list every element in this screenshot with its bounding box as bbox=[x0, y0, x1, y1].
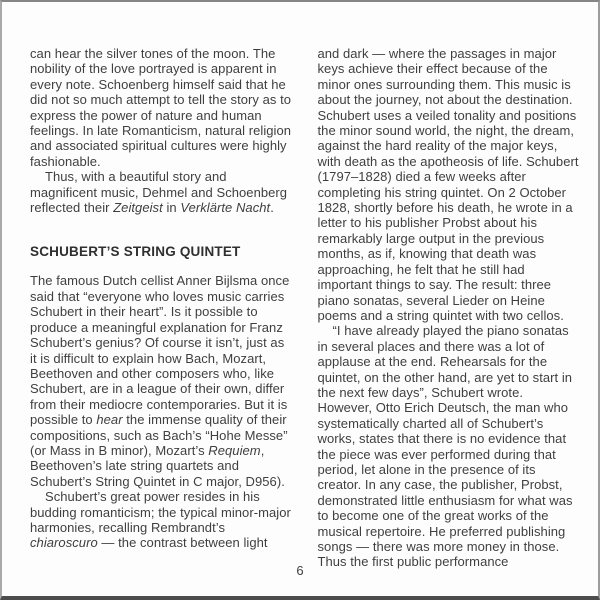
paragraph bbox=[318, 323, 581, 570]
text-run: , Beethoven’s late string quartets and Schubert’s String Quintet in C major, D956). bbox=[30, 442, 285, 489]
text-run: Schubert’s great power resides in his budding romanticism; the typical minor-major harmonies, recalling Rembrandt’s bbox=[30, 489, 291, 535]
paragraph bbox=[318, 46, 581, 323]
column-left bbox=[30, 46, 293, 570]
section-heading: SCHUBERT’S STRING QUINTET bbox=[30, 244, 241, 260]
paragraph bbox=[30, 46, 293, 169]
paragraph bbox=[30, 489, 293, 551]
paragraph bbox=[30, 169, 293, 215]
italic-text: hear bbox=[96, 412, 123, 428]
text-run: can hear the silver tones of the moon. The nobility of the love portrayed is apparent in every note. Schoenberg himself said that he did not so much attempt to tell the story as to express the power of nature and human feelings. In late Romanticism, natural religion and associated spiritual cultures were highly fashionable. bbox=[30, 46, 292, 169]
italic-text: Requiem bbox=[208, 442, 261, 458]
column-right bbox=[318, 46, 581, 570]
page-number: 6 bbox=[296, 563, 304, 578]
text-columns bbox=[2, 2, 598, 570]
italic-text: Verklärte Nacht bbox=[180, 200, 271, 216]
text-run: “I have already played the piano sonatas in several places and there was a lot of applause at the end. Rehearsals for the quintet, on the other hand, are yet to start in the next few days”, Schubert wrote. However, Otto Erich Deutsch, the man who systematically charted all of Schubert’s works, states that there is no evidence that the piece was ever performed during that period, let alone in the presence of its creator. In any case, the publisher, Probst, demonstrated little enthusiasm for what was to become one of the great works of the musical repertoire. He preferred publishing songs — there was more money in those. Thus the first public performance bbox=[317, 323, 573, 570]
paragraph bbox=[30, 273, 293, 489]
text-run: — the contrast between light bbox=[97, 535, 268, 551]
italic-text: chiaroscuro bbox=[30, 535, 98, 551]
text-run: The famous Dutch cellist Anner Bijlsma once said that “everyone who loves music carries Schubert in their heart”. Is it possible to produce a meaningful explanation for Franz Schubert’s genius? Of course it isn’t, just as it is difficult to explain how Bach, Mozart, Beethoven and other composers who, like Schubert, are in a league of their own, differ from their mediocre contemporaries. But it is possible to bbox=[30, 273, 290, 428]
text-run: and dark — where the passages in major keys achieve their effect because of the minor ones surrounding them. This music is about the journey, not about the destination. Schubert uses a veiled tonality and positions the minor sound world, the night, the dream, against the hard reality of the major keys, with death as the apotheosis of life. Schubert (1797–1828) died a few weeks after completing his string quintet. On 2 October 1828, shortly before his death, he wrote in a letter to his publisher Probst about his remarkably large output in the previous months, as if, knowing that death was approaching, he felt that he still had important things to say. The result: three piano sonatas, several Lieder on Heine poems and a string quintet with two cellos. bbox=[317, 46, 579, 323]
text-run: the immense quality of their compositions, such as Bach’s “Hohe Messe” (or Mass in B minor), Mozart’s bbox=[30, 412, 288, 458]
text-run: . bbox=[270, 200, 274, 216]
text-run: in bbox=[162, 200, 181, 216]
italic-text: Zeitgeist bbox=[113, 200, 163, 216]
text-run: Thus, with a beautiful story and magnificent music, Dehmel and Schoenberg reflected their bbox=[30, 169, 288, 216]
